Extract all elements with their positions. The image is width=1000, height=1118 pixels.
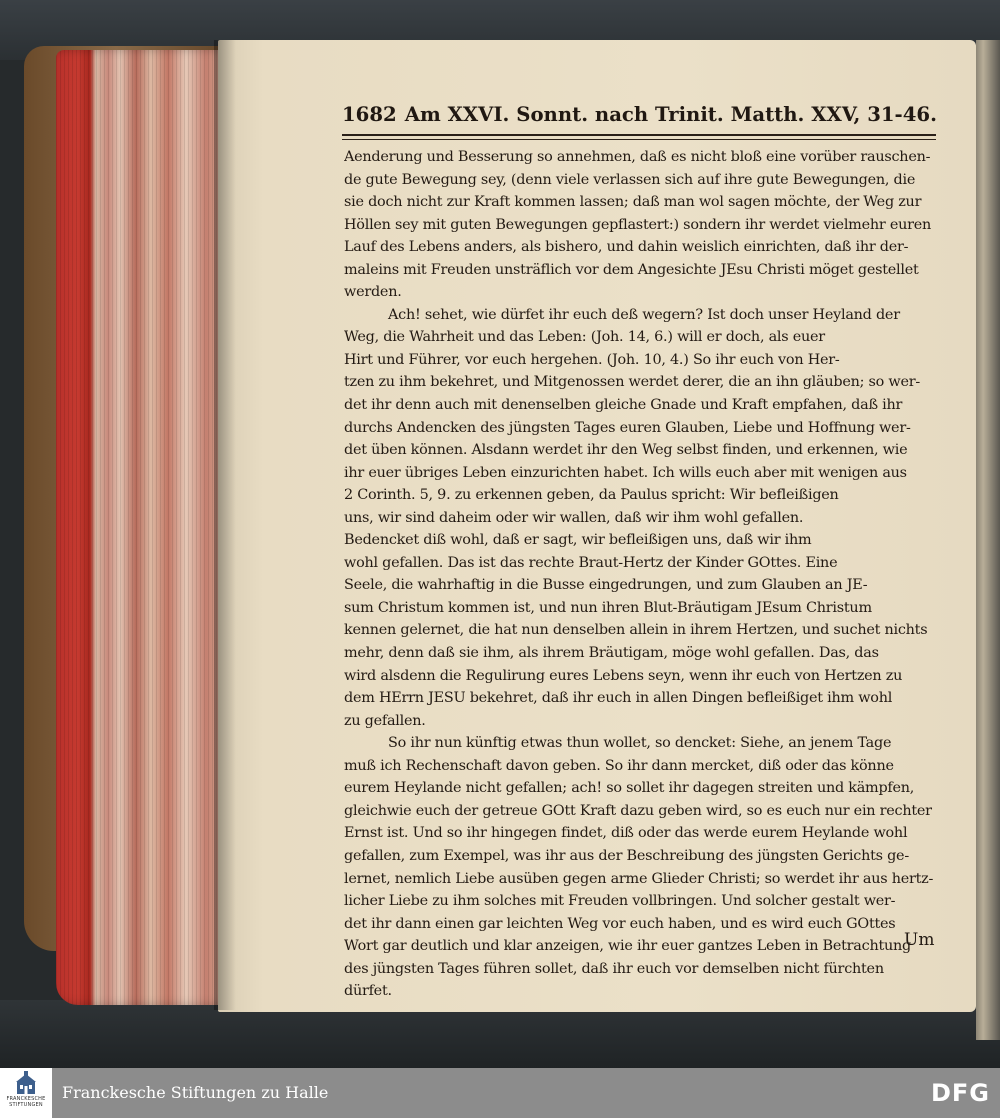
text-line: gleichwie euch der getreue GOtt Kraft dazu geben wird, so es euch nur ein rechter (344, 802, 932, 819)
building-icon (15, 1071, 37, 1095)
text-line: maleins mit Freuden unsträflich vor dem Angesichte JEsu Christi möget gestellet (344, 261, 919, 278)
text-line: Hirt und Führer, vor euch hergehen. (Joh. 10, 4.) So ihr euch von Her- (344, 351, 840, 368)
text-line: Höllen sey mit guten Bewegungen gepflastert:) sondern ihr werdet vielmehr euren (344, 216, 932, 233)
text-line: sum Christum kommen ist, und nun ihren Blut-Bräutigam JEsum Christum (344, 599, 872, 616)
institution-name[interactable]: Franckesche Stiftungen zu Halle (62, 1083, 329, 1102)
text-line: Lauf des Lebens anders, als bishero, und dahin weislich einrichten, daß ihr der- (344, 239, 909, 256)
header-rule (342, 139, 936, 140)
text-line: uns, wir sind daheim oder wir wallen, daß wir ihm wohl gefallen. (344, 509, 804, 526)
text-line: det ihr denn auch mit denenselben gleiche Gnade und Kraft empfahen, daß ihr (344, 397, 903, 414)
text-line: dürfet. (344, 983, 392, 1000)
text-line: zu gefallen. (344, 712, 426, 729)
dfg-logo[interactable]: DFG (930, 1079, 990, 1107)
text-line: Ernst ist. Und so ihr hingegen findet, diß oder das werde eurem Heylande wohl (344, 825, 908, 842)
text-line: Ach! sehet, wie dürfet ihr euch deß wegern? Ist doch unser Heyland der (388, 306, 900, 323)
page-edges (56, 50, 230, 1005)
text-line: Aenderung und Besserung so annehmen, daß es nicht bloß eine vorüber rauschen- (344, 149, 931, 165)
text-line: gefallen, zum Exempel, was ihr aus der Beschreibung des jüngsten Gerichts ge- (344, 847, 909, 864)
facing-page-edge (976, 40, 1000, 1040)
text-line: werden. (344, 284, 402, 301)
institution-logo[interactable] (0, 1068, 52, 1118)
text-line: sie doch nicht zur Kraft kommen lassen; daß man wol sagen möchte, der Weg zur (344, 194, 922, 211)
gutter-shadow (214, 40, 236, 1010)
catchword: Um (904, 930, 935, 950)
running-head (342, 98, 936, 136)
text-line: kennen gelernet, die hat nun denselben allein in ihrem Hertzen, und suchet nichts (344, 622, 928, 639)
text-line: Bedencket diß wohl, daß er sagt, wir befleißigen uns, daß wir ihm (344, 532, 812, 549)
text-line: licher Liebe zu ihm solches mit Freuden vollbringen. Und solcher gestalt wer- (344, 893, 896, 910)
text-line: wird alsdenn die Regulirung eures Lebens seyn, wenn ihr euch von Hertzen zu (344, 667, 903, 684)
body-text (344, 146, 938, 1003)
footer-bar (0, 1068, 1000, 1118)
text-line: Weg, die Wahrheit und das Leben: (Joh. 14, 6.) will er doch, als euer (344, 329, 825, 346)
text-line: wohl gefallen. Das ist das rechte Braut-Hertz der Kinder GOttes. Eine (344, 554, 838, 571)
text-line: des jüngsten Tages führen sollet, daß ihr euch vor demselben nicht fürchten (344, 960, 884, 977)
text-line: mehr, denn daß sie ihm, als ihrem Bräutigam, möge wohl gefallen. Das, das (344, 645, 879, 662)
text-line: lernet, nemlich Liebe ausüben gegen arme Glieder Christi; so werdet ihr aus hertz- (344, 870, 934, 887)
text-line: durchs Andencken des jüngsten Tages euren Glauben, Liebe und Hoffnung wer- (344, 419, 911, 436)
text-line: det üben können. Alsdann werdet ihr den Weg selbst finden, und erkennen, wie (344, 442, 908, 459)
logo-text: FRANCKESCHE STIFTUNGEN (6, 1096, 46, 1108)
page-number: 1682 (342, 103, 397, 126)
text-line: tzen zu ihm bekehret, und Mitgenossen werdet derer, die an ihn gläuben; so wer- (344, 374, 920, 391)
text-line: 2 Corinth. 5, 9. zu erkennen geben, da Paulus spricht: Wir befleißigen (344, 487, 839, 504)
text-line: det ihr dann einen gar leichten Weg vor euch haben, und es wird euch GOttes (344, 915, 896, 932)
text-line: dem HErrn JESU bekehret, daß ihr euch in allen Dingen befleißiget ihm wohl (344, 690, 893, 707)
text-line: muß ich Rechenschaft davon geben. So ihr dann mercket, diß oder das könne (344, 757, 894, 774)
text-line: Wort gar deutlich und klar anzeigen, wie ihr euer gantzes Leben in Betrachtung (344, 938, 911, 955)
text-line: de gute Bewegung sey, (denn viele verlassen sich auf ihre gute Bewegungen, die (344, 171, 916, 188)
text-line: Seele, die wahrhaftig in die Busse eingedrungen, und zum Glauben an JE- (344, 577, 868, 594)
text-line: So ihr nun künftig etwas thun wollet, so dencket: Siehe, an jenem Tage (388, 735, 892, 752)
text-line: eurem Heylande nicht gefallen; ach! so sollet ihr dagegen streiten und kämpfen, (344, 780, 915, 797)
running-title: Am XXVI. Sonnt. nach Trinit. Matth. XXV, 31-46. (404, 103, 937, 126)
text-line: ihr euer übriges Leben einzurichten habet. Ich wills euch aber mit wenigen aus (344, 464, 907, 481)
